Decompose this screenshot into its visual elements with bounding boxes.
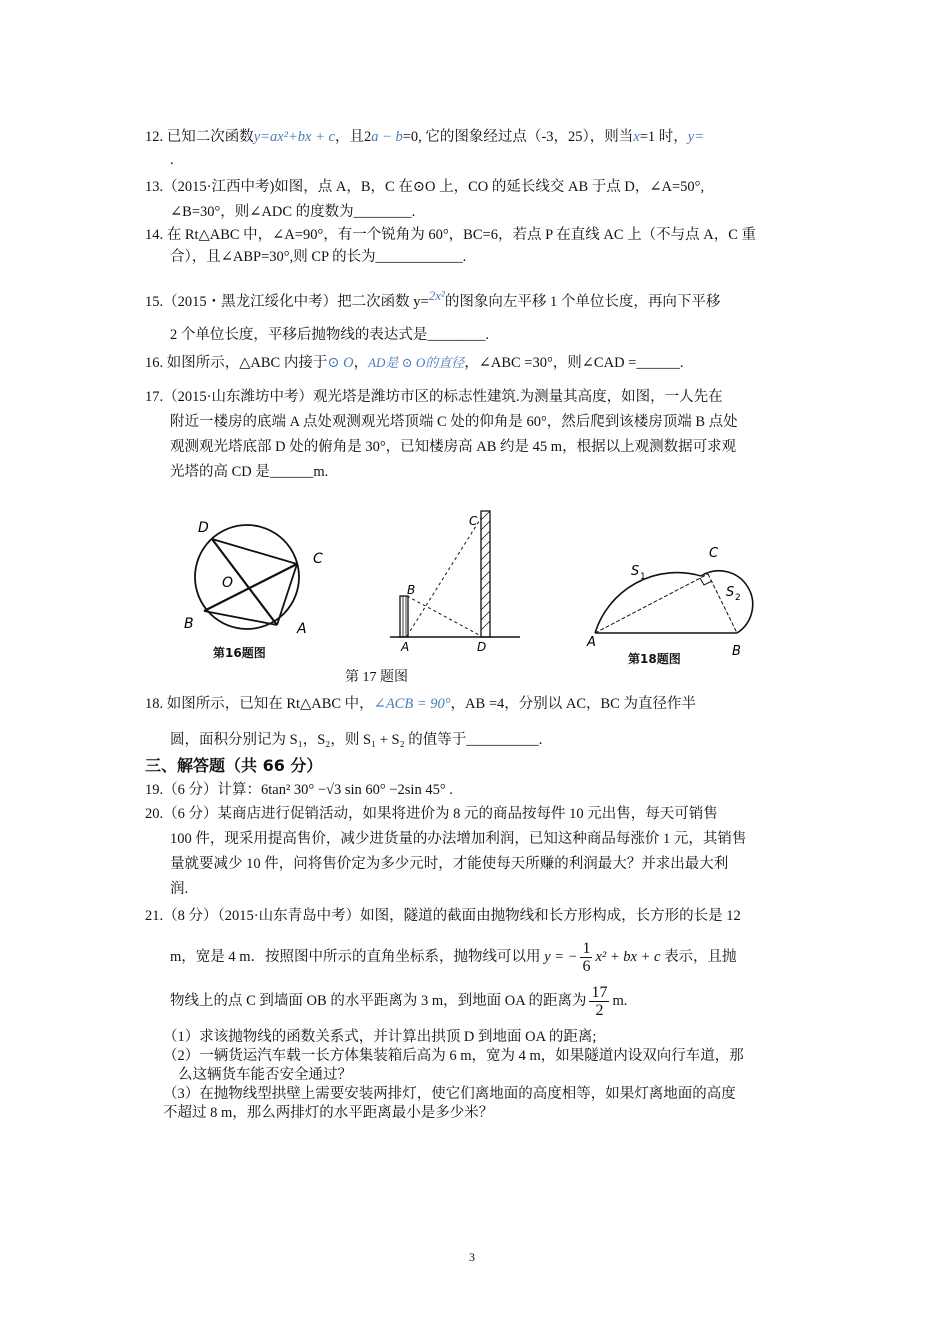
- q16-sep: ，: [353, 355, 369, 371]
- fig16-label-a: A: [297, 621, 307, 637]
- fig16-label-b: B: [184, 616, 194, 632]
- q12-text-2: ，且2: [334, 129, 372, 145]
- q12-condition: a − b: [371, 129, 403, 145]
- fig18-label-s1-sub: 1: [640, 572, 646, 582]
- q12-text: 12. 已知二次函数: [145, 129, 254, 145]
- question-14-line2: 合），且∠ABP=30°,则 CP 的长为____________.: [170, 249, 467, 265]
- fig16-chord-dc: [212, 539, 297, 564]
- fig18-caption: 第18题图: [628, 652, 681, 666]
- fig18-right-angle: [700, 578, 712, 585]
- question-15-line2: 2 个单位长度，平移后抛物线的表达式是________.: [170, 327, 489, 343]
- fig17-label-d: D: [477, 640, 487, 654]
- fig17-building: [400, 596, 408, 637]
- question-20-line3: 量就要减少 10 件，问将售价定为多少元时，才能使每天所赚的利润最大？并求出最大利: [170, 856, 729, 872]
- q18-text-2: ，AB =4，分别以 AC，BC 为直径作半: [450, 696, 696, 712]
- question-17-line1: 17.（2015·山东潍坊中考）观光塔是潍坊市区的标志性建筑.为测量其高度，如图，一人先在: [145, 389, 723, 405]
- question-20-line2: 100 件，现采用提高售价，减少进货量的办法增加利润，已知这种商品每涨价 1 元，其销售: [170, 831, 747, 847]
- q21-text-3: 物线上的点 C 到墙面 OB 的水平距离为 3 m，到地面 OA 的距离为: [170, 993, 587, 1009]
- q21-text-2: 表示，且抛: [664, 949, 737, 965]
- q15-text: 15.（2015・黑龙江绥化中考）把二次函数 y=: [145, 293, 429, 310]
- question-20-line4: 润.: [170, 881, 189, 897]
- question-21-line2: [170, 939, 737, 975]
- fig17-sightline-ac: [407, 518, 481, 636]
- question-12: [145, 127, 704, 147]
- figure-16: [180, 515, 330, 660]
- q15-text-2: 的图象向左平移 1 个单位长度，再向下平移: [444, 293, 721, 310]
- question-12-line2: .: [170, 152, 174, 168]
- fig16-label-d: D: [198, 520, 209, 536]
- question-21-sub2b: 么这辆货车能否安全通过？: [178, 1067, 352, 1083]
- fig18-label-a: A: [587, 635, 596, 650]
- q12-y: y=: [687, 129, 704, 145]
- question-17-line4: 光塔的高 CD 是______m.: [170, 464, 329, 480]
- q21-text: m，宽是 4 m．按照图中所示的直角坐标系，抛物线可以用: [170, 949, 541, 965]
- question-13-line1: 13.（2015·江西中考)如图，点 A，B，C 在⊙O 上，CO 的延长线交 AB 于点 D，∠A=50°,: [145, 179, 705, 195]
- question-21-sub1: （1）求该抛物线的函数关系式，并计算出拱顶 D 到地面 OA 的距离;: [163, 1029, 597, 1045]
- question-17-line2: 附近一楼房的底端 A 点处观测观光塔顶端 C 处的仰角是 60°，然后爬到该楼房顶端 B 点处: [170, 414, 738, 430]
- question-21-line3: [170, 983, 627, 1019]
- q21-formula-left: y = −: [544, 949, 578, 965]
- fig17-tower-hatch: [481, 511, 490, 630]
- question-18-line1: [145, 694, 696, 714]
- figure-17: [385, 508, 525, 656]
- question-19: 19.（6 分）计算：6tan² 30° −√3 sin 60° −2sin 45° .: [145, 782, 453, 798]
- q21-frac2-num: 17: [591, 984, 608, 1002]
- fig17-caption: 第 17 题图: [345, 670, 408, 685]
- q21-text-4: m.: [612, 993, 628, 1009]
- section-heading: 三、解答题（共 66 分）: [145, 756, 323, 775]
- question-21-line1: 21.（8 分）（2015·山东青岛中考）如图，隧道的截面由抛物线和长方形构成，长方形的长是 12: [145, 908, 741, 924]
- q16-text-2: ，∠ABC =30°，则∠CAD =______.: [464, 355, 684, 371]
- q21-fraction-17-2: [589, 984, 609, 1019]
- fig16-circle: [195, 525, 299, 629]
- fig18-semicircle-bc: [701, 571, 753, 633]
- question-16: [145, 353, 683, 373]
- question-21-sub3b: 不超过 8 m，那么两排灯的水平距离最小是多少米？: [163, 1105, 494, 1121]
- fig18-side-bc: [708, 574, 737, 633]
- q12-text-4: =1 时，: [639, 129, 688, 145]
- fig17-label-b: B: [407, 583, 416, 597]
- q16-text: 16. 如图所示，△ABC 内接于: [145, 355, 328, 371]
- fig16-label-o: O: [222, 575, 234, 591]
- fig16-caption: 第16题图: [213, 646, 266, 660]
- question-13-line2: ∠B=30°，则∠ADC 的度数为________.: [170, 204, 416, 220]
- q21-frac2-den: 2: [595, 1002, 604, 1020]
- q12-formula: y=ax²+bx + c: [253, 129, 335, 145]
- q21-frac-den: 6: [582, 958, 591, 976]
- question-17-line3: 观测观光塔底部 D 处的俯角是 30°，已知楼房高 AB 约是 45 m，根据以上观测数据可求观: [170, 439, 737, 455]
- question-20-line1: 20.（6 分）某商店进行促销活动，如果将进价为 8 元的商品按每件 10 元出售，每天可销售: [145, 806, 718, 822]
- fig18-semicircle-ac: [595, 573, 701, 633]
- fig18-label-s2-sub: 2: [735, 593, 741, 603]
- question-14-line1: 14. 在 Rt△ABC 中，∠A=90°，有一个锐角为 60°，BC=6，若点 P 在直线 AC 上（不与点 A，C 重: [145, 227, 757, 243]
- question-21-sub3a: （3）在抛物线型拱壁上需要安装两排灯，使它们离地面的高度相等，如果灯离地面的高度: [163, 1086, 736, 1102]
- figure-18: [583, 533, 773, 661]
- fig17-sightline-bd: [407, 596, 481, 636]
- fig18-label-c: C: [709, 546, 719, 561]
- fig17-label-c: C: [469, 514, 478, 528]
- page-number: 3: [469, 1250, 475, 1264]
- fig18-label-s2: S: [726, 585, 735, 600]
- q12-text-3: =0, 它的图象经过点（-3，25），则当: [402, 129, 634, 145]
- q16-circle: ⊙ O: [327, 355, 354, 371]
- q18-text: 18. 如图所示，已知在 Rt△ABC 中，: [145, 696, 374, 712]
- fig18-label-s1: S: [631, 564, 640, 579]
- fig18-label-b: B: [732, 644, 741, 659]
- fig17-label-a: A: [401, 640, 410, 654]
- fig16-label-c: C: [313, 551, 323, 567]
- q16-diameter: AD是 ⊙ O的直径: [368, 355, 465, 370]
- question-18-line2: 圆，面积分别记为 S₁，S₂，则 S₁ + S₂ 的值等于__________.: [170, 732, 543, 748]
- q15-formula: 2x²: [428, 288, 445, 303]
- q21-fraction-1-6: [580, 940, 592, 975]
- q21-formula-right: x² + bx + c: [595, 949, 661, 965]
- question-21-sub2a: （2）一辆货运汽车载一长方体集装箱后高为 6 m，宽为 4 m，如果隧道内设双向行车道，那: [163, 1048, 744, 1064]
- q21-frac-num: 1: [582, 940, 591, 958]
- q12-x: x: [633, 129, 640, 145]
- question-15-line1: [145, 286, 720, 312]
- q18-angle: ∠ACB = 90°: [373, 696, 451, 712]
